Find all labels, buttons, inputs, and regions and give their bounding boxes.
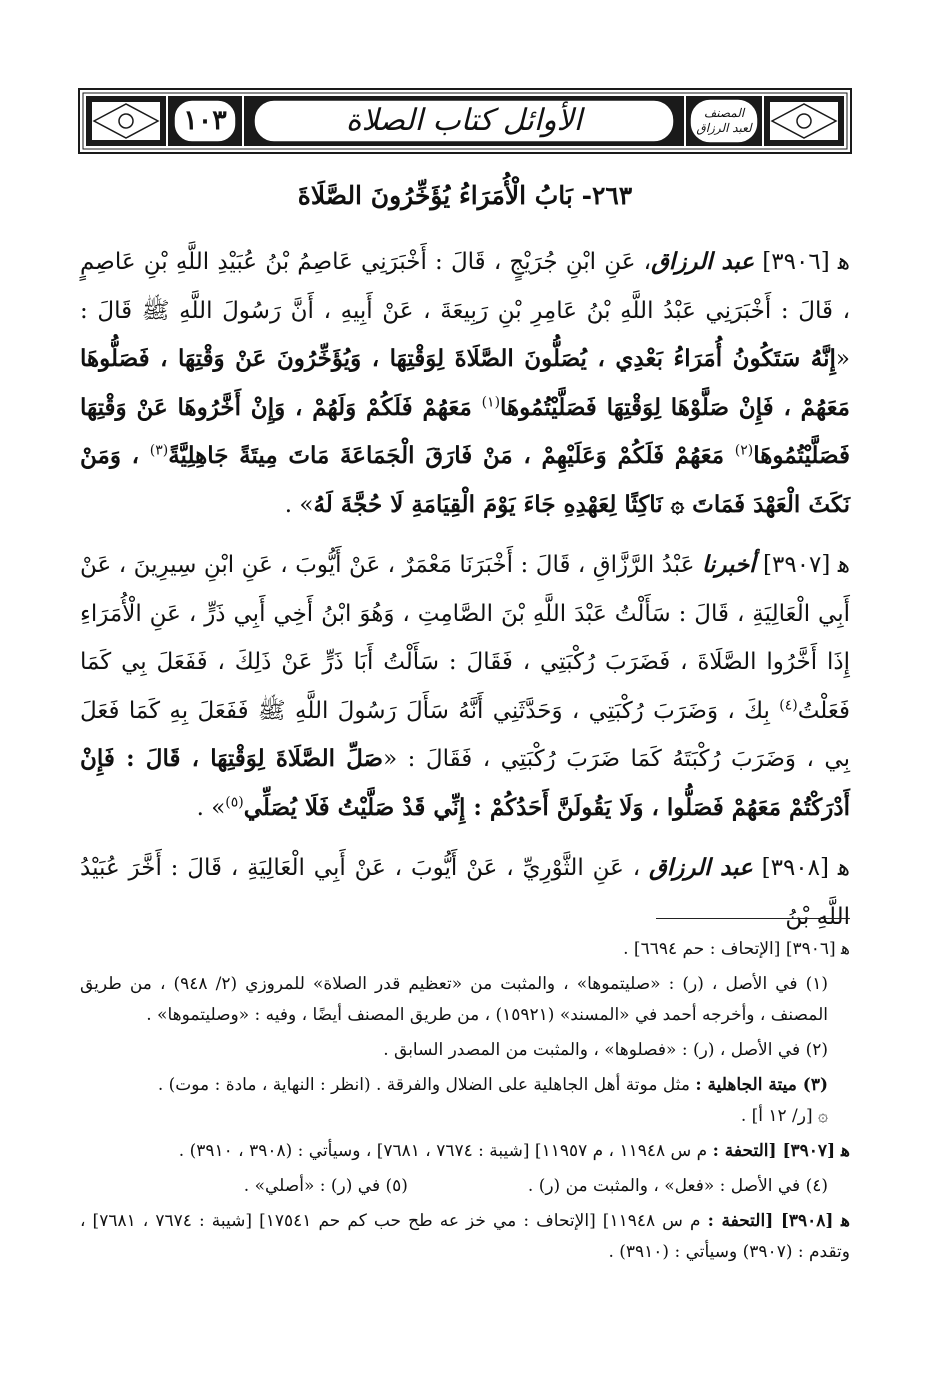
footnote-ref[interactable]: (٥) xyxy=(225,793,244,810)
hadith-number: ﻫ [٣٩٠٦] xyxy=(754,249,850,275)
footnotes xyxy=(80,934,850,1272)
footnote-ref[interactable]: (٢) xyxy=(734,442,754,459)
publisher-logo xyxy=(690,101,758,141)
hadith-3907 xyxy=(80,541,850,832)
hadith-3906 xyxy=(80,238,850,529)
closing-quote: » . xyxy=(284,491,314,518)
note-3906: ﻫ [٣٩٠٦] [الإتحاف : حم ٦٦٩٤] . xyxy=(623,939,850,959)
footnote-4-5-row xyxy=(80,1171,850,1202)
matn-text: مَعَهُمْ فَلَكُمْ وَعَلَيْهِمْ ، مَنْ فَارَقَ الْجَمَاعَةَ مَاتَ مِيتَةً جَاهِلِيَّةً xyxy=(168,442,735,469)
logo-line-1: المصنف xyxy=(703,106,745,120)
footnote-5: (٥) في (ر) : «أصلي» . xyxy=(243,1176,408,1196)
chapter-heading: ٢٦٣- بَابُ الْأُمَرَاءُ يُؤَخِّرُونَ الصَّلَاةَ xyxy=(297,181,633,210)
footnote-1: (١) في الأصل ، (ر) : «صليتموها» ، والمثبت من «تعظيم قدر الصلاة» للمروزي (٢/ ٩٤٨) ، من طريق المصنف ، وأخرجه أحمد في «المسند» (١٥٩٢١) ، من طريق المصنف أيضًا ، وفيه : «وصليتموها» . xyxy=(80,974,828,1025)
footnote-ref[interactable]: (١) xyxy=(481,393,501,410)
matn-text: إِنَّهُ سَتَكُونُ أُمَرَاءُ بَعْدِي ، يُصَلُّونَ الصَّلَاةَ لِوَقْتِهَا ، وَيُؤَخِّرُونَ عَنْ وَقْتِهَا ، فَصَلُّوهَا مَعَهُمْ ، فَإِنْ صَلَّوْهَا لِوَقْتِهَا فَصَلَّيْتُمُوهَا xyxy=(80,345,850,421)
footnote-ref[interactable]: (٣) xyxy=(149,442,169,459)
footnote-3-label: (٣) ميتة الجاهلية : xyxy=(695,1075,828,1095)
isnad-text: ، عَنِ الثَّوْرِيِّ ، عَنْ أَيُّوبَ ، عَنْ أَبِي الْعَالِيَةِ ، قَالَ : أَخَّرَ عُبَيْدُ اللَّهِ بْنُ xyxy=(80,855,850,930)
isnad-text: بِكَ ، وَضَرَبَ رُكْبَتِي ، وَحَدَّثَنِي أَنَّهُ سَأَلَ رَسُولَ اللَّهِ ﷺ فَفَعَلَ بِهِ كَمَا فَعَلَ بِي ، وَضَرَبَ رُكْبَتَهُ كَمَا ضَرَبَ رُكْبَتِي ، فَقَالَ : « xyxy=(80,697,850,772)
matn-text: مَعَهُمْ فَلَكُمْ وَلَهُمْ ، وَإِنْ أَخَّرُوهَا عَنْ وَقْتِهَا فَصَلَّيْتُمُوهَا xyxy=(80,393,850,469)
note-3908 xyxy=(80,1206,850,1268)
footnote-3-text: مثل موتة أهل الجاهلية على الضلال والفرقة . (انظر : النهاية ، مادة : موت) . xyxy=(157,1075,696,1095)
footnote-4: (٤) في الأصل : «فعل» ، والمثبت من (ر) . xyxy=(527,1176,828,1196)
hadith-3908 xyxy=(80,844,850,941)
isnad-text: عَبْدُ الرَّزَّاقِ ، قَالَ : أَخْبَرَنَا مَعْمَرٌ ، عَنْ أَيُّوبَ ، عَنِ ابْنِ سِيرِينَ ، عَنْ أَبِي الْعَالِيَةِ ، قَالَ : سَأَلْتُ عَبْدَ اللَّهِ بْنَ الصَّامِتِ ، وَهُوَ ابْنُ أَخِي أَبِي ذَرٍّ ، عَنِ الْأُمَرَاءِ إِذَا أَخَّرُوا الصَّلَاةَ ، فَضَرَبَ رُكْبَتِي ، فَقَالَ : سَأَلْتُ أَبَا ذَرٍّ عَنْ ذَلِكَ ، فَفَعَلَ بِي كَمَا فَعَلْتُ xyxy=(80,552,850,724)
logo-line-2: لعبد الرزاق xyxy=(696,121,752,135)
note-3908-label: ﻫ [٣٩٠٨] [التحفة : xyxy=(707,1211,851,1231)
footnote-3 xyxy=(80,1070,850,1132)
narrator-name: عبد الرزاق xyxy=(649,854,753,881)
note-3908-text: م س ١١٩٤٨] [الإتحاف : مي خز عه طح حب كم حم ١٧٥٤١] [شيبة : ٧٦٧٤ ، ٧٦٨١] ، وتقدم : (٣٩٠٧) وسيأتي : (٣٩١٠) . xyxy=(80,1211,850,1262)
main-text xyxy=(80,238,850,953)
matn-text: صَلِّ الصَّلَاةَ لِوَقْتِهَا ، قَالَ : فَإِنْ أَدْرَكْتُمْ مَعَهُمْ فَصَلُّوا ، وَلَا يَقُولَنَّ أَحَدُكُمْ : إِنِّي قَدْ صَلَّيْتُ فَلَا يُصَلِّي xyxy=(80,745,850,821)
page-number: ١٠٣ xyxy=(183,105,227,136)
hadith-number: ﻫ [٣٩٠٨] xyxy=(752,855,850,881)
note-3907-text: م س ١١٩٤٨ ، م ١١٩٥٧] [شيبة : ٧٦٧٤ ، ٧٦٨١] ، وسيأتي : (٣٩٠٨ ، ٣٩١٠) . xyxy=(178,1141,713,1161)
note-3907-label: ﻫ [٣٩٠٧] [التحفة : xyxy=(712,1141,850,1161)
note-3907 xyxy=(80,1136,850,1167)
footnote-2: (٢) في الأصل ، (ر) : «فصلوها» ، والمثبت من المصدر السابق . xyxy=(383,1040,828,1060)
running-title: الأوائل كتاب الصلاة xyxy=(345,103,583,138)
narrator-name: أخبرنا xyxy=(701,551,756,578)
hadith-number: ﻫ [٣٩٠٧] xyxy=(755,552,850,578)
footnote-separator xyxy=(656,918,850,919)
closing-quote: » . xyxy=(196,794,226,821)
narrator-name: عبد الرزاق xyxy=(651,248,755,275)
footnote-ref[interactable]: (٤) xyxy=(779,696,798,713)
manuscript-ref: ۞ [ر/ ١٢ أ] . xyxy=(740,1106,828,1126)
matn-text: ، وَمَنْ نَكَثَ الْعَهْدَ فَمَاتَ ۞ نَاكِثًا لِعَهْدِهِ جَاءَ يَوْمَ الْقِيَامَةِ لَا حُجَّةَ لَهُ xyxy=(80,442,850,518)
isnad-text: ، عَنِ ابْنِ جُرَيْجٍ ، قَالَ : أَخْبَرَنِي عَاصِمُ بْنُ عُبَيْدِ اللَّهِ بْنِ عَاصِمٍ ، قَالَ : أَخْبَرَنِي عَبْدُ اللَّهِ بْنُ عَامِرِ بْنِ رَبِيعَةَ ، عَنْ أَبِيهِ ، أَنَّ رَسُولَ اللَّهِ ﷺ قَالَ : « xyxy=(80,249,850,372)
page-header xyxy=(78,88,852,154)
